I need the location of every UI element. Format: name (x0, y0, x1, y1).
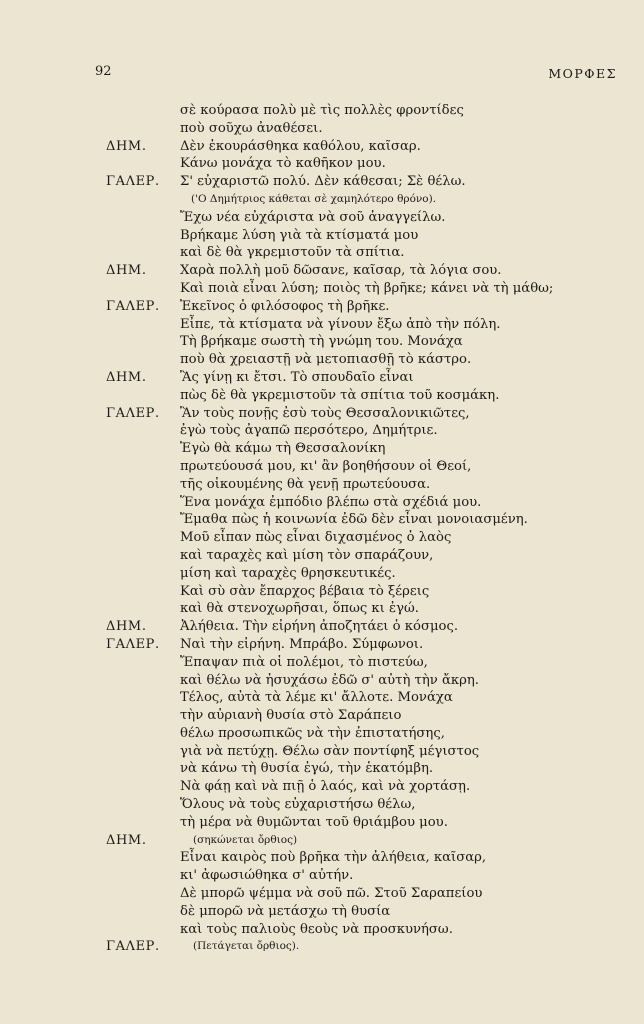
dialogue-text: κι' ἀφωσιώθηκα σ' αὐτήν. (180, 868, 354, 884)
dialogue-line (0, 600, 644, 618)
dialogue-text: Καὶ ποιὰ εἶναι λύση; ποιὸς τὴ βρῆκε; κάνει νὰ τὴ μάθω; (180, 280, 554, 296)
dialogue-text: τῆς οἰκουμένης θὰ γενῇ πρωτεύουσα. (180, 476, 431, 492)
dialogue-text: Ἐκεῖνος ὁ φιλόσοφος τὴ βρῆκε. (180, 298, 390, 314)
dialogue-line (0, 814, 644, 832)
dialogue-text: ποὺ σοῦχω ἀναθέσει. (180, 120, 323, 136)
dialogue-text: Ἂν τοὺς πονῇς ἐσὺ τοὺς Θεσσαλονικιῶτες, (180, 405, 470, 421)
dialogue-text: καὶ δὲ θὰ γκρεμιστοῦν τὰ σπίτια. (180, 245, 405, 261)
dialogue-text: πρωτεύουσά μου, κι' ἂν βοηθήσουν οἱ Θεοί, (180, 458, 472, 474)
dialogue-line (0, 743, 644, 761)
speaker-name: ΓΑΛΕΡ. (106, 939, 160, 955)
dialogue-line (0, 440, 644, 458)
dialogue-text: Καὶ σὺ σὰν ἔπαρχος βέβαια τὸ ξέρεις (180, 583, 430, 599)
dialogue-line (0, 173, 644, 191)
play-text (0, 102, 644, 956)
dialogue-text: σὲ κούρασα πολὺ μὲ τὶς πολλὲς φροντίδες (180, 103, 464, 118)
dialogue-text: Τέλος, αὐτὰ τὰ λέμε κι' ἄλλοτε. Μονάχα (180, 690, 453, 706)
dialogue-text: καὶ θέλω νὰ ἡσυχάσω ἐδῶ σ' αὐτὴ τὴν ἄκρη. (180, 672, 479, 688)
dialogue-text: Σ' εὐχαριστῶ πολύ. Δὲν κάθεσαι; Σὲ θέλω. (180, 174, 466, 190)
dialogue-line (0, 778, 644, 796)
dialogue-text: Κάνω μονάχα τὸ καθῆκον μου. (180, 156, 386, 172)
stage-direction: (Πετάγεται ὄρθιος). (193, 940, 300, 953)
dialogue-line (0, 138, 644, 156)
dialogue-line (0, 725, 644, 743)
dialogue-text: Ἀλήθεια. Τὴν εἰρήνη ἀποζητάει ὁ κόσμος. (180, 619, 459, 635)
dialogue-line (0, 707, 644, 725)
dialogue-text: τὴν αὐριανὴ θυσία στὸ Σαράπειο (180, 708, 402, 724)
dialogue-line (0, 885, 644, 903)
dialogue-line (0, 583, 644, 601)
dialogue-text: Νὰ φάῃ καὶ νὰ πιῇ ὁ λαός, καὶ νὰ χορτάσῃ. (180, 779, 471, 795)
dialogue-text: Ἂς γίνῃ κι ἔτσι. Τὸ σπουδαῖο εἶναι (180, 369, 414, 385)
page-number: 92 (95, 64, 112, 79)
speaker-name: ΔΗΜ. (106, 619, 147, 635)
dialogue-line (0, 760, 644, 778)
stage-direction: (σηκώνεται ὄρθιος) (193, 833, 298, 846)
dialogue-line (0, 422, 644, 440)
dialogue-text: Ὅλους νὰ τοὺς εὐχαριστήσω θέλω, (180, 797, 416, 813)
dialogue-line (0, 547, 644, 565)
dialogue-text: Ἕνα μονάχα ἐμπόδιο βλέπω στὰ σχέδιά μου. (180, 494, 482, 510)
dialogue-text: Μοῦ εἶπαν πὼς εἶναι διχασμένος ὁ λαὸς (180, 530, 452, 546)
dialogue-line (0, 618, 644, 636)
dialogue-line (0, 280, 644, 298)
dialogue-line (0, 689, 644, 707)
dialogue-text: Ἐγὼ θὰ κάμω τὴ Θεσσαλονίκη (180, 441, 386, 457)
dialogue-line (0, 476, 644, 494)
dialogue-line (0, 244, 644, 262)
dialogue-text: Εἶπε, τὰ κτίσματα νὰ γίνουν ἔξω ἀπὸ τὴν πόλη. (180, 316, 501, 332)
dialogue-text: Χαρὰ πολλὴ μοῦ δῶσανε, καῖσαρ, τὰ λόγια σου. (180, 263, 502, 279)
speaker-name: ΓΑΛΕΡ. (106, 636, 160, 652)
dialogue-line (0, 333, 644, 351)
dialogue-text: μίση καὶ ταραχὲς θρησκευτικές. (180, 565, 396, 581)
dialogue-text: Ἔπαψαν πιὰ οἱ πολέμοι, τὸ πιστεύω, (180, 654, 428, 670)
stage-direction: ('Ο Δημήτριος κάθεται σὲ χαμηλότερο θρόνο). (191, 192, 437, 205)
dialogue-text: τὴ μέρα νὰ θυμῶνται τοῦ θριάμβου μου. (180, 814, 448, 830)
running-head: ΜΟΡΦΕΣ (548, 66, 617, 81)
dialogue-text: δὲ μπορῶ νὰ μετάσχω τὴ θυσία (180, 903, 391, 919)
dialogue-text: Βρήκαμε λύση γιὰ τὰ κτίσματά μου (180, 227, 419, 243)
dialogue-line (0, 565, 644, 583)
dialogue-line (0, 120, 644, 138)
speaker-name: ΔΗΜ. (106, 138, 147, 154)
speaker-name: ΔΗΜ. (106, 369, 147, 385)
dialogue-text: Ναὶ τὴν εἰρήνη. Μπράβο. Σύμφωνοι. (180, 636, 424, 652)
dialogue-line (0, 529, 644, 547)
dialogue-line (0, 636, 644, 654)
dialogue-line (0, 672, 644, 690)
dialogue-line (0, 387, 644, 405)
dialogue-line (0, 903, 644, 921)
dialogue-text: ἐγὼ τοὺς ἀγαπῶ περσότερο, Δημήτριε. (180, 423, 438, 439)
dialogue-line (0, 298, 644, 316)
dialogue-line (0, 227, 644, 245)
stage-direction-line (0, 938, 644, 956)
speaker-name: ΔΗΜ. (106, 832, 147, 848)
dialogue-line (0, 351, 644, 369)
dialogue-text: ποὺ θὰ χρειαστῇ νὰ μετοπιασθῇ τὸ κάστρο. (180, 352, 472, 368)
speaker-name: ΓΑΛΕΡ. (106, 174, 160, 190)
dialogue-line (0, 262, 644, 280)
dialogue-text: καὶ τοὺς παλιοὺς θεοὺς νὰ προσκυνήσω. (180, 921, 453, 937)
dialogue-text: Δὲ μπορῶ ψέμμα νὰ σοῦ πῶ. Στοῦ Σαραπείου (180, 886, 483, 902)
dialogue-text: Τὴ βρήκαμε σωστὴ τὴ γνώμη του. Μονάχα (180, 334, 463, 350)
stage-direction-line (0, 832, 644, 850)
dialogue-line (0, 867, 644, 885)
dialogue-line (0, 494, 644, 512)
dialogue-text: νὰ κάνω τὴ θυσία ἐγώ, τὴν ἑκατόμβη. (180, 761, 434, 777)
dialogue-line (0, 102, 644, 120)
speaker-name: ΓΑΛΕΡ. (106, 405, 160, 421)
dialogue-text: γιὰ νὰ πετύχῃ. Θέλω σὰν ποντίφηξ μέγιστος (180, 743, 480, 759)
speaker-name: ΔΗΜ. (106, 263, 147, 279)
dialogue-line (0, 921, 644, 939)
dialogue-text: καὶ ταραχὲς καὶ μίση τὸν σπαράζουν, (180, 547, 434, 563)
dialogue-line (0, 654, 644, 672)
stage-direction-line (0, 191, 644, 209)
dialogue-line (0, 796, 644, 814)
dialogue-line (0, 849, 644, 867)
dialogue-line (0, 155, 644, 173)
dialogue-line (0, 458, 644, 476)
dialogue-text: καὶ θὰ στενοχωρῆσαι, ὅπως κι ἐγώ. (180, 601, 419, 617)
speaker-name: ΓΑΛΕΡ. (106, 298, 160, 314)
dialogue-text: Ἔμαθα πὼς ἡ κοινωνία ἐδῶ δὲν εἶναι μονοιασμένη. (180, 512, 528, 528)
dialogue-line (0, 405, 644, 423)
dialogue-line (0, 369, 644, 387)
dialogue-line (0, 511, 644, 529)
dialogue-text: Δὲν ἐκουράσθηκα καθόλου, καῖσαρ. (180, 138, 421, 154)
dialogue-line (0, 209, 644, 227)
dialogue-line (0, 316, 644, 334)
dialogue-text: θέλω προσωπικῶς νὰ τὴν ἐπιστατήσης, (180, 725, 445, 741)
dialogue-text: Εἶναι καιρὸς ποὺ βρῆκα τὴν ἀλήθεια, καῖσαρ, (180, 850, 487, 866)
dialogue-text: Ἔχω νέα εὐχάριστα νὰ σοῦ ἀναγγείλω. (180, 209, 446, 225)
dialogue-text: πὼς δὲ θὰ γκρεμιστοῦν τὰ σπίτια τοῦ κοσμάκη. (180, 387, 500, 403)
